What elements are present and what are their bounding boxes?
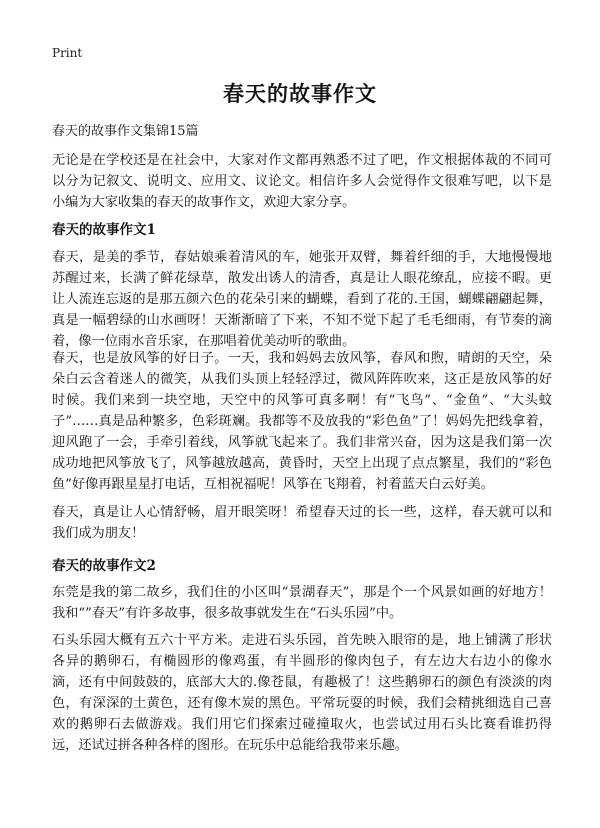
paragraph-text: 春天，也是放风筝的好日子。一天，我和妈妈去放风筝，春风和煦，晴朗的天空，朵朵白云含着迷人的微笑，从我们头顶上轻轻浮过，微风阵阵吹来，这正是放风筝的好时候。我们来到一块空地，天空中的风筝可真多啊！有“飞鸟”、“金鱼”、“大头蚊子”……真是品种繁多，色彩斑斓。我都等不及放我的“彩色鱼”了！妈妈先把线拿着，迎风跑了一会，手牵引着线，风筝就飞起来了。我们非常兴奋，因为这是我们第一次成功地把风筝放飞了，风筝越放越高，黄昏时，天空上出现了点点繁星，我们的“彩色鱼”好像再跟星星打电话，互相祝福呢！风筝在飞翔着，衬着蓝天白云好美。 <box>52 351 552 492</box>
section-1-paragraph-1 <box>52 247 552 352</box>
section-1-paragraph-2 <box>52 348 552 495</box>
intro-text: 无论是在学校还是在社会中，大家对作文都再熟悉不过了吧，作文根据体裁的不同可以分为记叙文、说明文、应用文、议论文。相信许多人会觉得作文很难写吧，以下是小编为大家收集的春天的故事作文，欢迎大家分享。 <box>52 153 552 210</box>
section-2-paragraph-2 <box>52 630 552 756</box>
paragraph-text: 春天，真是让人心情舒畅，眉开眼笑呀！希望春天过的长一些，这样，春天就可以和我们成为朋友！ <box>52 505 552 541</box>
paragraph-text: 石头乐园大概有五六十平方米。走进石头乐园，首先映入眼帘的是，地上铺满了形状各异的鹅卵石，有椭圆形的像鸡蛋，有半圆形的像肉包子，有左边大右边小的像水滴，还有中间鼓鼓的，底部大大的.像苍鼠，有趣极了！这些鹅卵石的颜色有淡淡的肉色，有深深的土黄色，还有像木炭的黑色。平常玩耍的时候，我们会精挑细选自己喜欢的鹅卵石去做游戏。我们用它们探索过碰撞取火，也尝试过用石头比赛看谁扔得远，还试过拼各种各样的图形。在玩乐中总能给我带来乐趣。 <box>52 633 552 753</box>
page-title: 春天的故事作文 <box>223 81 377 106</box>
intro-paragraph <box>52 150 552 213</box>
print-link[interactable]: Print <box>52 46 83 60</box>
section-heading-1: 春天的故事作文1 <box>52 222 156 238</box>
section-2-paragraph-1 <box>52 582 552 624</box>
paragraph-text: 春天，是美的季节，春姑娘乘着清风的车，她张开双臂，舞着纤细的手，大地慢慢地苏醒过来，长满了鲜花绿草，散发出诱人的清香，真是让人眼花缭乱，应接不暇。更让人流连忘返的是那五颜六色的花朵引来的蝴蝶，看到了花的.王国，蝴蝶翩翩起舞，真是一幅碧绿的山水画呀！天渐渐暗了下来，不知不觉下起了毛毛细雨，有节奏的滴着，像一位雨水音乐家，在那唱着优美动听的歌曲。 <box>52 250 552 349</box>
paragraph-text: 东莞是我的第二故乡，我们住的小区叫“景湖春天”，那是个一个风景如画的好地方！我和“”春天”有许多故事，很多故事就发生在“石头乐园”中。 <box>52 585 552 621</box>
section-1-paragraph-3 <box>52 502 552 544</box>
section-heading-2: 春天的故事作文2 <box>52 558 156 574</box>
subtitle: 春天的故事作文集锦15篇 <box>52 124 199 139</box>
